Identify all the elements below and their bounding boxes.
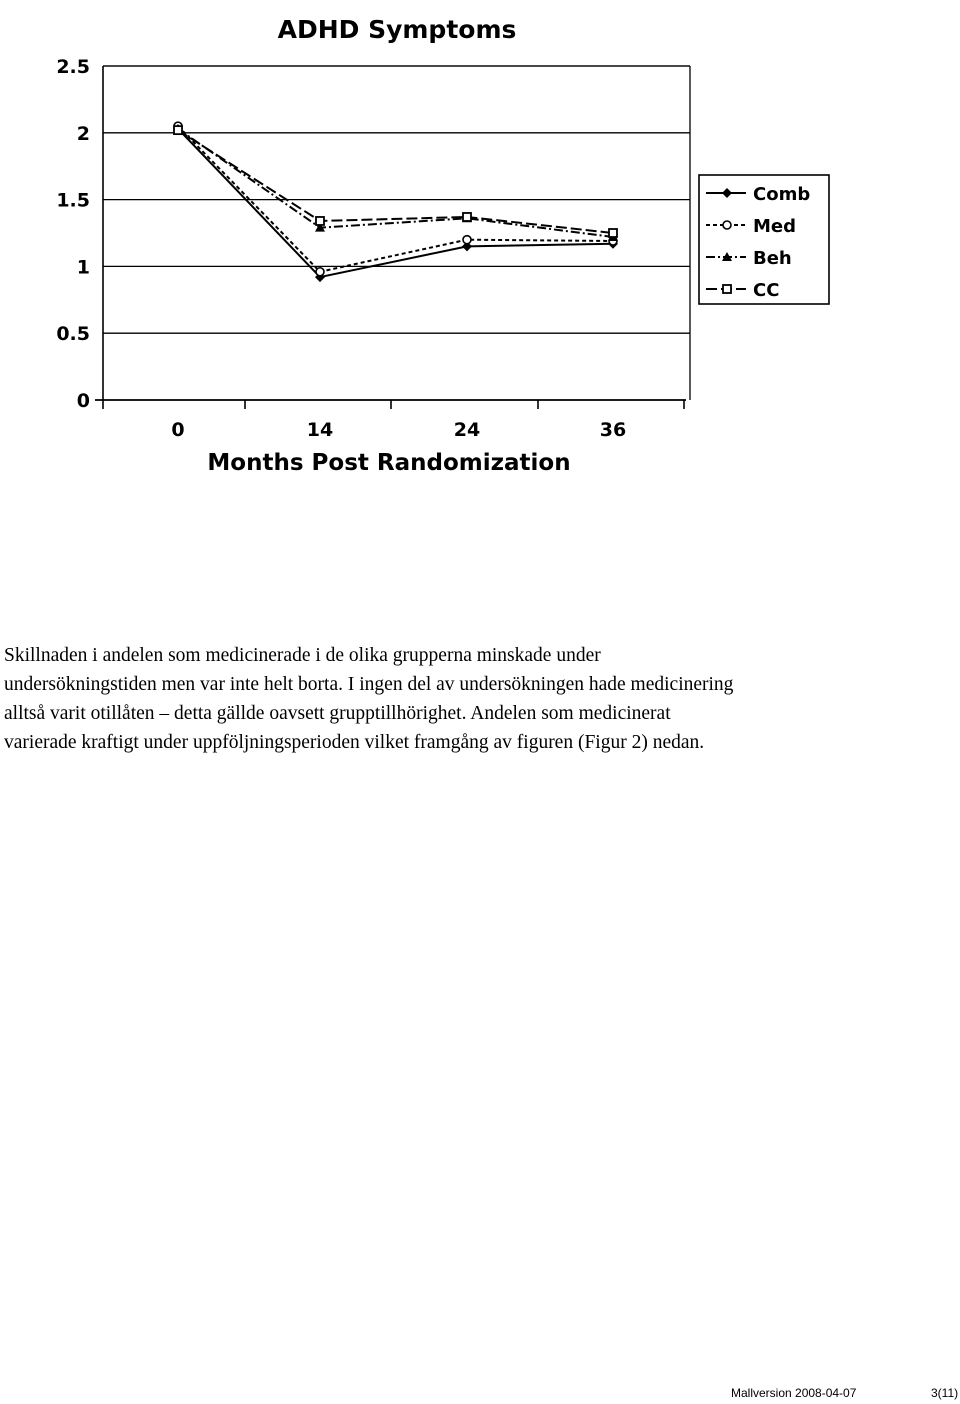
marker-circle — [463, 236, 471, 244]
x-tick-label: 14 — [306, 419, 334, 441]
y-tick-label: 2 — [76, 122, 90, 145]
marker-square — [723, 285, 731, 293]
chart-legend — [699, 175, 829, 304]
paragraph-line: Skillnaden i andelen som medicinerade i de olika grupperna minskade under — [4, 645, 601, 666]
marker-square — [174, 126, 182, 134]
y-tick-label: 1 — [76, 256, 90, 279]
x-tick-labels — [171, 419, 626, 441]
chart-title: ADHD Symptoms — [277, 15, 517, 44]
series-markers — [173, 122, 618, 282]
gridlines — [103, 66, 690, 333]
marker-circle — [316, 268, 324, 276]
y-tick-label: 0 — [76, 390, 90, 412]
legend-label: Med — [753, 216, 797, 237]
footer-version: Mallversion 2008-04-07 — [731, 1386, 857, 1400]
marker-circle — [723, 221, 731, 229]
paragraph-line: alltså varit otillåten – detta gällde oavsett grupptillhörighet. Andelen som medicinerat — [4, 703, 671, 724]
footer-page-number: 3(11) — [931, 1386, 959, 1400]
paragraph-line: undersökningstiden men var inte helt borta. I ingen del av undersökningen hade medicinering — [4, 674, 734, 695]
series-line-cc — [178, 130, 613, 233]
series-line-beh — [178, 129, 613, 237]
legend-label: Comb — [753, 184, 811, 205]
legend-label: CC — [753, 280, 780, 301]
y-tick-label: 1.5 — [56, 189, 90, 212]
legend-label: Beh — [753, 248, 792, 269]
series-lines — [178, 126, 613, 277]
x-tick-label: 0 — [171, 419, 185, 441]
y-tick-label: 2.5 — [56, 56, 90, 78]
x-axis-title: Months Post Randomization — [207, 450, 571, 476]
series-line-med — [178, 126, 613, 272]
body-paragraph — [4, 641, 954, 757]
x-tick-label: 24 — [453, 419, 481, 441]
y-tick-labels — [56, 56, 90, 412]
adhd-symptoms-chart — [0, 0, 960, 600]
y-tick-label: 0.5 — [56, 323, 90, 346]
paragraph-line: varierade kraftigt under uppföljningsperioden vilket framgång av figuren (Figur 2) nedan. — [4, 732, 705, 753]
marker-square — [463, 213, 471, 221]
x-tick-label: 36 — [599, 419, 627, 441]
marker-square — [609, 229, 617, 237]
axes — [95, 66, 690, 409]
marker-square — [316, 217, 324, 225]
